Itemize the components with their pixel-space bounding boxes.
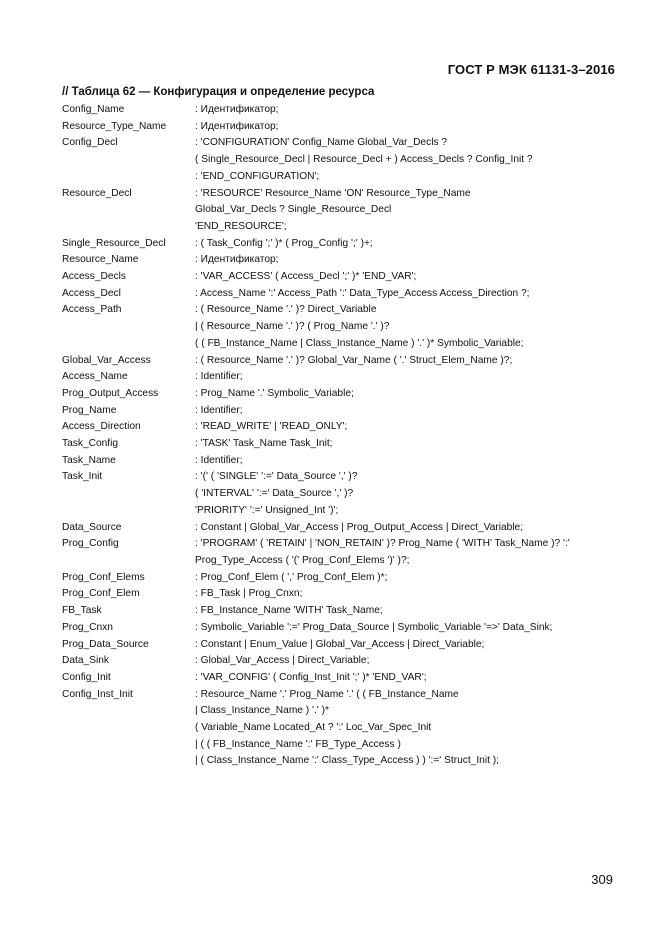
page-header-standard: ГОСТ Р МЭК 61131-3–2016 [447,62,615,77]
grammar-row [62,570,622,587]
grammar-row [62,536,622,553]
grammar-row [62,670,622,687]
rule-name: Prog_Conf_Elems [62,571,145,583]
rule-name: Prog_Data_Source [62,638,149,650]
rule-definition: : '(' ( 'SINGLE' ':=' Data_Source ',' )? [195,471,358,483]
rule-definition: : Constant | Global_Var_Access | Prog_Output_Access | Direct_Variable; [195,521,524,533]
grammar-row [62,286,622,303]
rule-definition: : ( Task_Config ';' )* ( Prog_Config ';' )+; [195,237,373,249]
grammar-row [62,687,622,704]
rule-definition: : 'PROGRAM' ( 'RETAIN' | 'NON_RETAIN' )? Prog_Name ( 'WITH' Task_Name )? ':' [195,538,570,550]
rule-definition: 'PRIORITY' ':=' Unsigned_Int ')'; [195,504,339,516]
rule-name: Prog_Cnxn [62,621,113,633]
rule-name: Access_Direction [62,421,141,433]
rule-definition: : ( Resource_Name '.' )? Global_Var_Name ( '.' Struct_Elem_Name )?; [195,354,513,366]
rule-definition: | Class_Instance_Name ) '.' )* [195,705,329,717]
rule-name: Config_Name [62,104,125,115]
rule-name: Data_Sink [62,655,110,667]
rule-name: Access_Path [62,304,122,316]
grammar-row [62,202,622,219]
rule-name: Config_Init [62,671,111,683]
rule-definition: : Prog_Name '.' Symbolic_Variable; [195,387,354,399]
grammar-row [62,236,622,253]
rule-name [62,720,195,737]
rule-name: Prog_Output_Access [62,387,159,399]
grammar-row [62,720,622,737]
grammar-row [62,186,622,203]
grammar-row [62,403,622,420]
rule-definition: : Resource_Name '.' Prog_Name '.' ( ( FB_Instance_Name [195,688,459,700]
grammar-row [62,319,622,336]
rule-definition: : 'CONFIGURATION' Config_Name Global_Var_Decls ? [195,137,448,149]
grammar-row [62,703,622,720]
rule-definition: ( ( FB_Instance_Name | Class_Instance_Name ) '.' )* Symbolic_Variable; [195,337,524,349]
grammar-row [62,503,622,520]
rule-name [62,486,195,503]
rule-name [62,152,195,169]
rule-name: Resource_Type_Name [62,120,167,132]
grammar-row [62,135,622,152]
rule-name [62,319,195,336]
grammar-row [62,637,622,654]
rule-definition: : 'READ_WRITE' | 'READ_ONLY'; [195,421,348,433]
rule-name [62,703,195,720]
grammar-row [62,486,622,503]
grammar-row [62,269,622,286]
rule-name [62,553,195,570]
rule-name: Resource_Name [62,254,139,266]
rule-name [62,503,195,520]
rule-name: Global_Var_Access [62,354,151,366]
rule-name: Data_Source [62,521,122,533]
rule-definition: : Идентификатор; [195,104,279,115]
rule-definition: : FB_Task | Prog_Cnxn; [195,588,303,600]
grammar-row [62,219,622,236]
rule-definition: : 'VAR_ACCESS' ( Access_Decl ';' )* 'END_VAR'; [195,271,417,283]
rule-definition: : 'VAR_CONFIG' ( Config_Inst_Init ';' )* 'END_VAR'; [195,671,427,683]
rule-name: Config_Inst_Init [62,688,133,700]
grammar-row [62,102,622,119]
grammar-row [62,469,622,486]
grammar-row [62,336,622,353]
grammar-row [62,302,622,319]
rule-definition: ( Variable_Name Located_At ? ':' Loc_Var_Spec_Init [195,722,432,734]
rule-name [62,336,195,353]
grammar-row [62,252,622,269]
grammar-row [62,369,622,386]
rule-definition: : Identifier; [195,404,243,416]
grammar-row [62,553,622,570]
rule-definition: : Symbolic_Variable ':=' Prog_Data_Source | Symbolic_Variable '=>' Data_Sink; [195,621,553,633]
rule-definition: : Constant | Enum_Value | Global_Var_Access | Direct_Variable; [195,638,485,650]
grammar-row [62,520,622,537]
rule-definition: | ( Class_Instance_Name ':' Class_Type_Access ) ) ':=' Struct_Init ); [195,755,499,767]
rule-definition: : Access_Name ':' Access_Path ':' Data_Type_Access Access_Direction ?; [195,287,530,299]
rule-name: Prog_Name [62,404,117,416]
rule-definition: ( Single_Resource_Decl | Resource_Decl + ) Access_Decls ? Config_Init ? [195,154,533,166]
rule-name [62,169,195,186]
grammar-row [62,169,622,186]
rule-definition: Global_Var_Decls ? Single_Resource_Decl [195,204,392,216]
rule-name: Access_Decls [62,271,126,283]
grammar-row [62,586,622,603]
rule-name: Prog_Conf_Elem [62,588,140,600]
rule-name: Task_Init [62,471,103,483]
rule-definition: | ( Resource_Name '.' )? ( Prog_Name '.' )? [195,321,390,333]
grammar-row [62,386,622,403]
rule-name [62,202,195,219]
table-title: // Таблица 62 — Конфигурация и определение ресурса [62,86,375,98]
rule-definition: : 'END_CONFIGURATION'; [195,170,320,182]
rule-definition: 'END_RESOURCE'; [195,220,287,232]
rule-definition: : Идентификатор; [195,254,279,266]
grammar-row [62,737,622,754]
rule-definition: : 'TASK' Task_Name Task_Init; [195,438,333,450]
grammar-row [62,436,622,453]
rule-definition: : Prog_Conf_Elem ( ',' Prog_Conf_Elem )*; [195,571,388,583]
rule-name: Access_Decl [62,287,121,299]
rule-definition: : 'RESOURCE' Resource_Name 'ON' Resource_Type_Name [195,187,471,199]
rule-name: Task_Name [62,454,116,466]
grammar-row [62,119,622,136]
rule-name [62,753,195,770]
rule-definition: : Global_Var_Access | Direct_Variable; [195,655,370,667]
rule-definition: | ( ( FB_Instance_Name ':' FB_Type_Access ) [195,738,401,750]
rule-definition: : FB_Instance_Name 'WITH' Task_Name; [195,605,383,617]
grammar-row [62,620,622,637]
rule-name [62,737,195,754]
rule-definition: : Identifier; [195,454,243,466]
grammar-row [62,152,622,169]
grammar-row [62,419,622,436]
rule-definition: ( 'INTERVAL' ':=' Data_Source ',' )? [195,488,354,500]
rule-name: Config_Decl [62,137,118,149]
rule-definition: Prog_Type_Access ( '(' Prog_Conf_Elems ')' )?; [195,554,410,566]
rule-name [62,219,195,236]
rule-name: Resource_Decl [62,187,132,199]
rule-name: Task_Config [62,438,119,450]
page-number: 309 [591,872,613,887]
grammar-row [62,753,622,770]
rule-definition: : ( Resource_Name '.' )? Direct_Variable [195,304,377,316]
rule-definition: : Identifier; [195,371,243,383]
grammar-row [62,603,622,620]
grammar-row [62,353,622,370]
rule-name: Prog_Config [62,538,119,550]
rule-name: FB_Task [62,605,102,617]
grammar-table [62,102,622,770]
grammar-row [62,653,622,670]
grammar-row [62,453,622,470]
rule-name: Access_Name [62,371,128,383]
rule-name: Single_Resource_Decl [62,237,166,249]
rule-definition: : Идентификатор; [195,120,279,132]
